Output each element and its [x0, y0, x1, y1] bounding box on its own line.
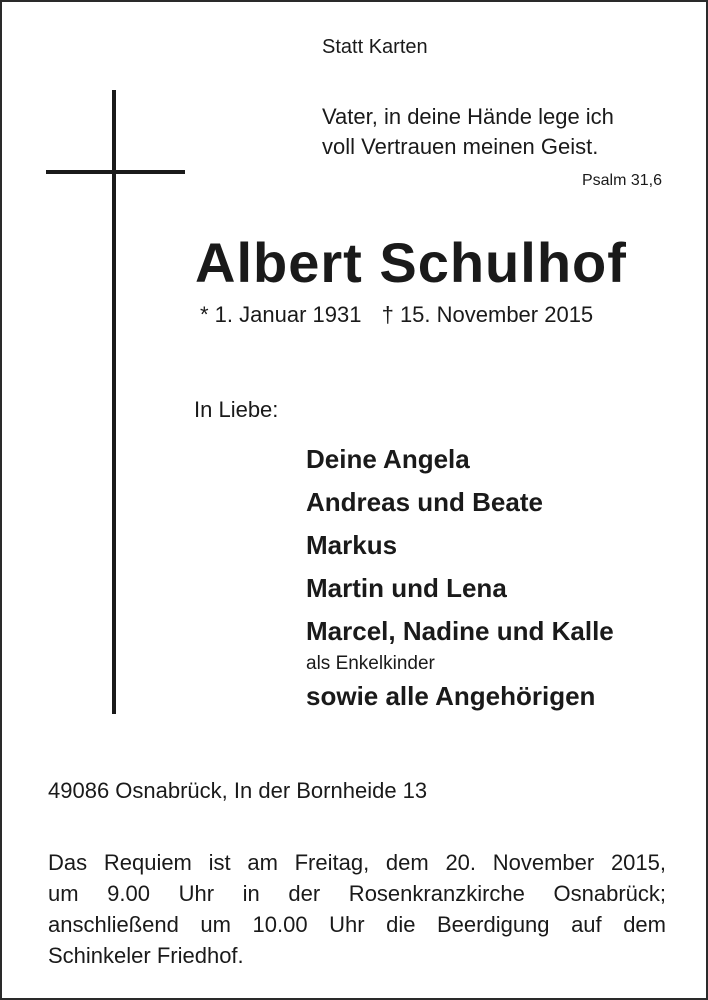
family-address: 49086 Osnabrück, In der Bornheide 13: [48, 778, 428, 803]
relatives-line: sowie alle Angehörigen: [306, 681, 596, 711]
cross-icon-horizontal: [46, 170, 185, 174]
psalm-line: voll Vertrauen meinen Geist.: [322, 134, 599, 159]
life-dates: [200, 302, 593, 328]
notice-heading: Statt Karten: [322, 36, 428, 58]
deceased-name: Albert Schulhof: [195, 231, 627, 294]
mourners-list: [306, 438, 614, 717]
psalm-quote: [322, 102, 614, 162]
death-date: † 15. November 2015: [381, 302, 594, 327]
mourners-intro: In Liebe:: [194, 397, 279, 422]
mourner-name: Andreas und Beate: [306, 487, 543, 517]
cross-icon-vertical: [112, 90, 116, 714]
mourner-name: Marcel, Nadine und Kalle: [306, 616, 614, 646]
mourner-name: Martin und Lena: [306, 573, 507, 603]
service-line: anschließend um 10.00 Uhr die Beerdigung auf dem: [48, 912, 666, 937]
psalm-line: Vater, in deine Hände lege ich: [322, 104, 614, 129]
service-line: um 9.00 Uhr in der Rosenkranzkirche Osnabrück;: [48, 881, 666, 906]
service-details: [48, 847, 666, 971]
mourner-name: Markus: [306, 530, 398, 560]
mourner-name: Deine Angela: [306, 444, 470, 474]
service-line: Das Requiem ist am Freitag, dem 20. November 2015,: [48, 850, 666, 875]
psalm-reference: Psalm 31,6: [581, 172, 662, 189]
grandchildren-note: als Enkelkinder: [306, 653, 435, 674]
service-line: Schinkeler Friedhof.: [48, 943, 244, 968]
birth-date: * 1. Januar 1931: [200, 302, 362, 327]
